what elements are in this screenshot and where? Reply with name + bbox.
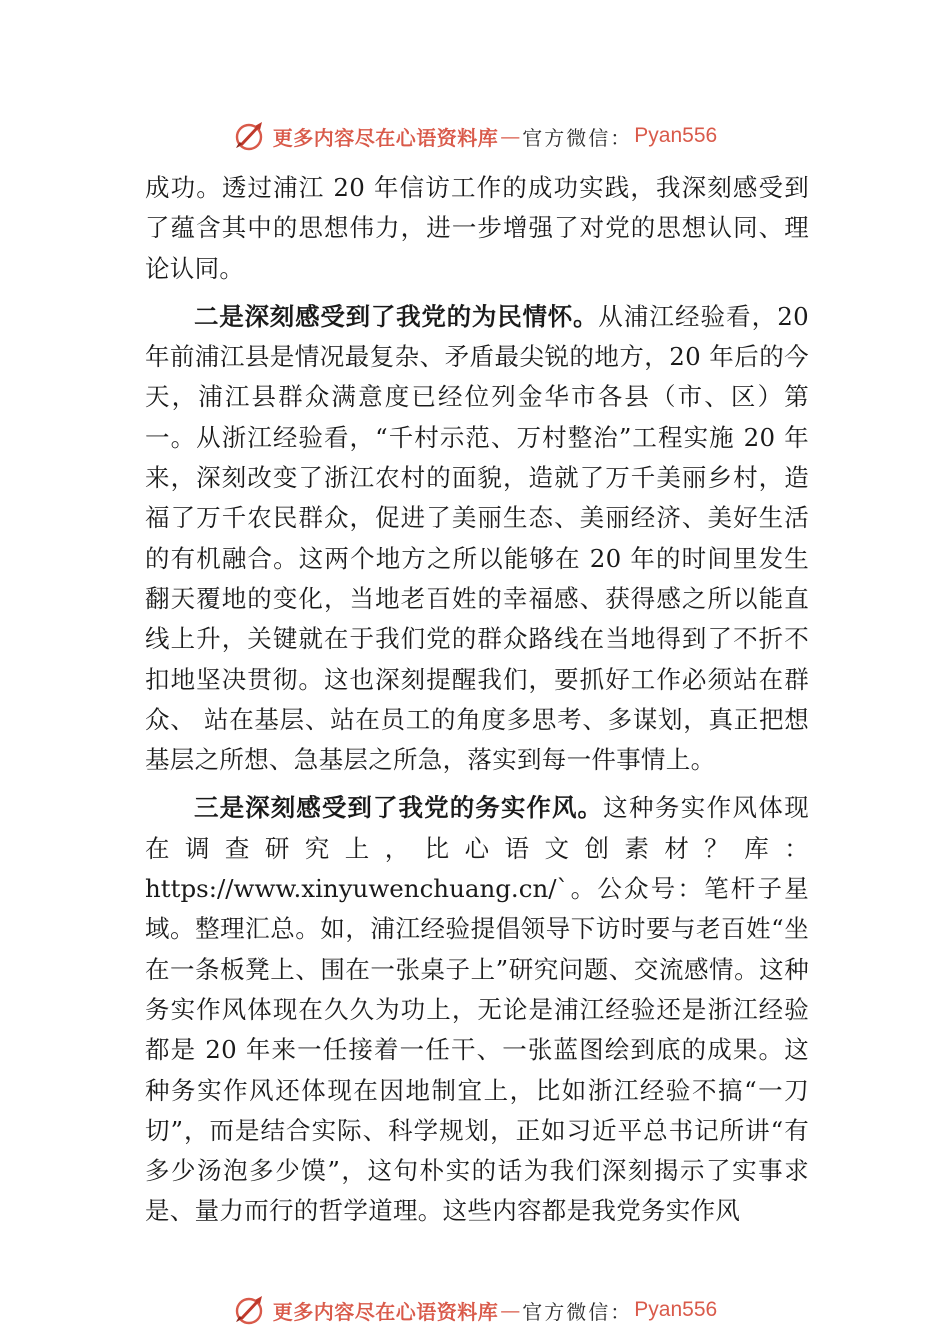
source-url: https://www.xinyuwenchuang.cn/`	[145, 874, 569, 904]
paragraph-lead: 二是深刻感受到了我党的为民情怀。	[194, 301, 599, 331]
paragraph-text: 这种务实作风体现在调查研究上，比心语文创素材？库：	[145, 793, 809, 863]
watermark-main-text: 更多内容尽在心语资料库	[272, 125, 499, 150]
paragraph-1	[145, 168, 809, 289]
paragraph-lead: 三是深刻感受到了我党的务实作风。	[194, 793, 604, 823]
watermark-official-text: 官方微信：	[522, 1299, 633, 1324]
brush-logo-icon	[233, 119, 267, 153]
brush-logo-icon	[233, 1293, 267, 1327]
paragraph-2	[145, 297, 809, 781]
watermark-wechat-id: Pyan556	[634, 124, 718, 147]
watermark-official-text: 官方微信：	[522, 125, 633, 150]
footer-watermark	[0, 1290, 950, 1330]
document-body	[145, 168, 809, 1232]
paragraph-text: 成功。透过浦江 20 年信访工作的成功实践，我深刻感受到了蕴含其中的思想伟力，进一步增强了对党的思想认同、理论认同。	[145, 173, 809, 283]
watermark-main-text: 更多内容尽在心语资料库	[272, 1299, 499, 1324]
watermark-separator: —	[500, 124, 521, 148]
paragraph-text: 。公众号：笔杆子星域。整理汇总。如，浦江经验提倡领导下访时要与老百姓“坐在一条板凳上、围在一张桌子上”研究问题、交流感情。这种务实作风体现在久久为功上，无论是浦江经验还是浙江经验都是 20 年来一任接着一任干、一张蓝图绘到底的成果。这种务实作风还体现在因地制宜上，比如浙江经验不搞“一刀切”，而是结合实际、科学规划，正如习近平总书记所讲“有多少汤泡多少馍”，这句朴实的话为我们深刻揭示了实事求是、量力而行的哲学道理。这些内容都是我党务实作风	[145, 874, 809, 1226]
watermark-separator: —	[500, 1298, 521, 1322]
paragraph-text: 从浦江经验看，20 年前浦江县是情况最复杂、矛盾最尖锐的地方，20 年后的今天，浦江县群众满意度已经位列金华市各县（市、区）第一。从浙江经验看，“千村示范、万村整治”工程实施 20 年来，深刻改变了浙江农村的面貌，造就了万千美丽乡村，造福了万千农民群众，促进了美丽生态、美丽经济、美好生活的有机融合。这两个地方之所以能够在 20 年的时间里发生翻天覆地的变化，当地老百姓的幸福感、获得感之所以能直线上升，关键就在于我们党的群众路线在当地得到了不折不扣地坚决贯彻。这也深刻提醒我们，要抓好工作必须站在群众、 站在基层、站在员工的角度多思考、多谋划，真正把想基层之所想、急基层之所急，落实到每一件事情上。	[145, 301, 810, 775]
paragraph-3	[145, 788, 809, 1231]
watermark-wechat-id: Pyan556	[634, 1298, 718, 1321]
header-watermark	[0, 116, 950, 156]
